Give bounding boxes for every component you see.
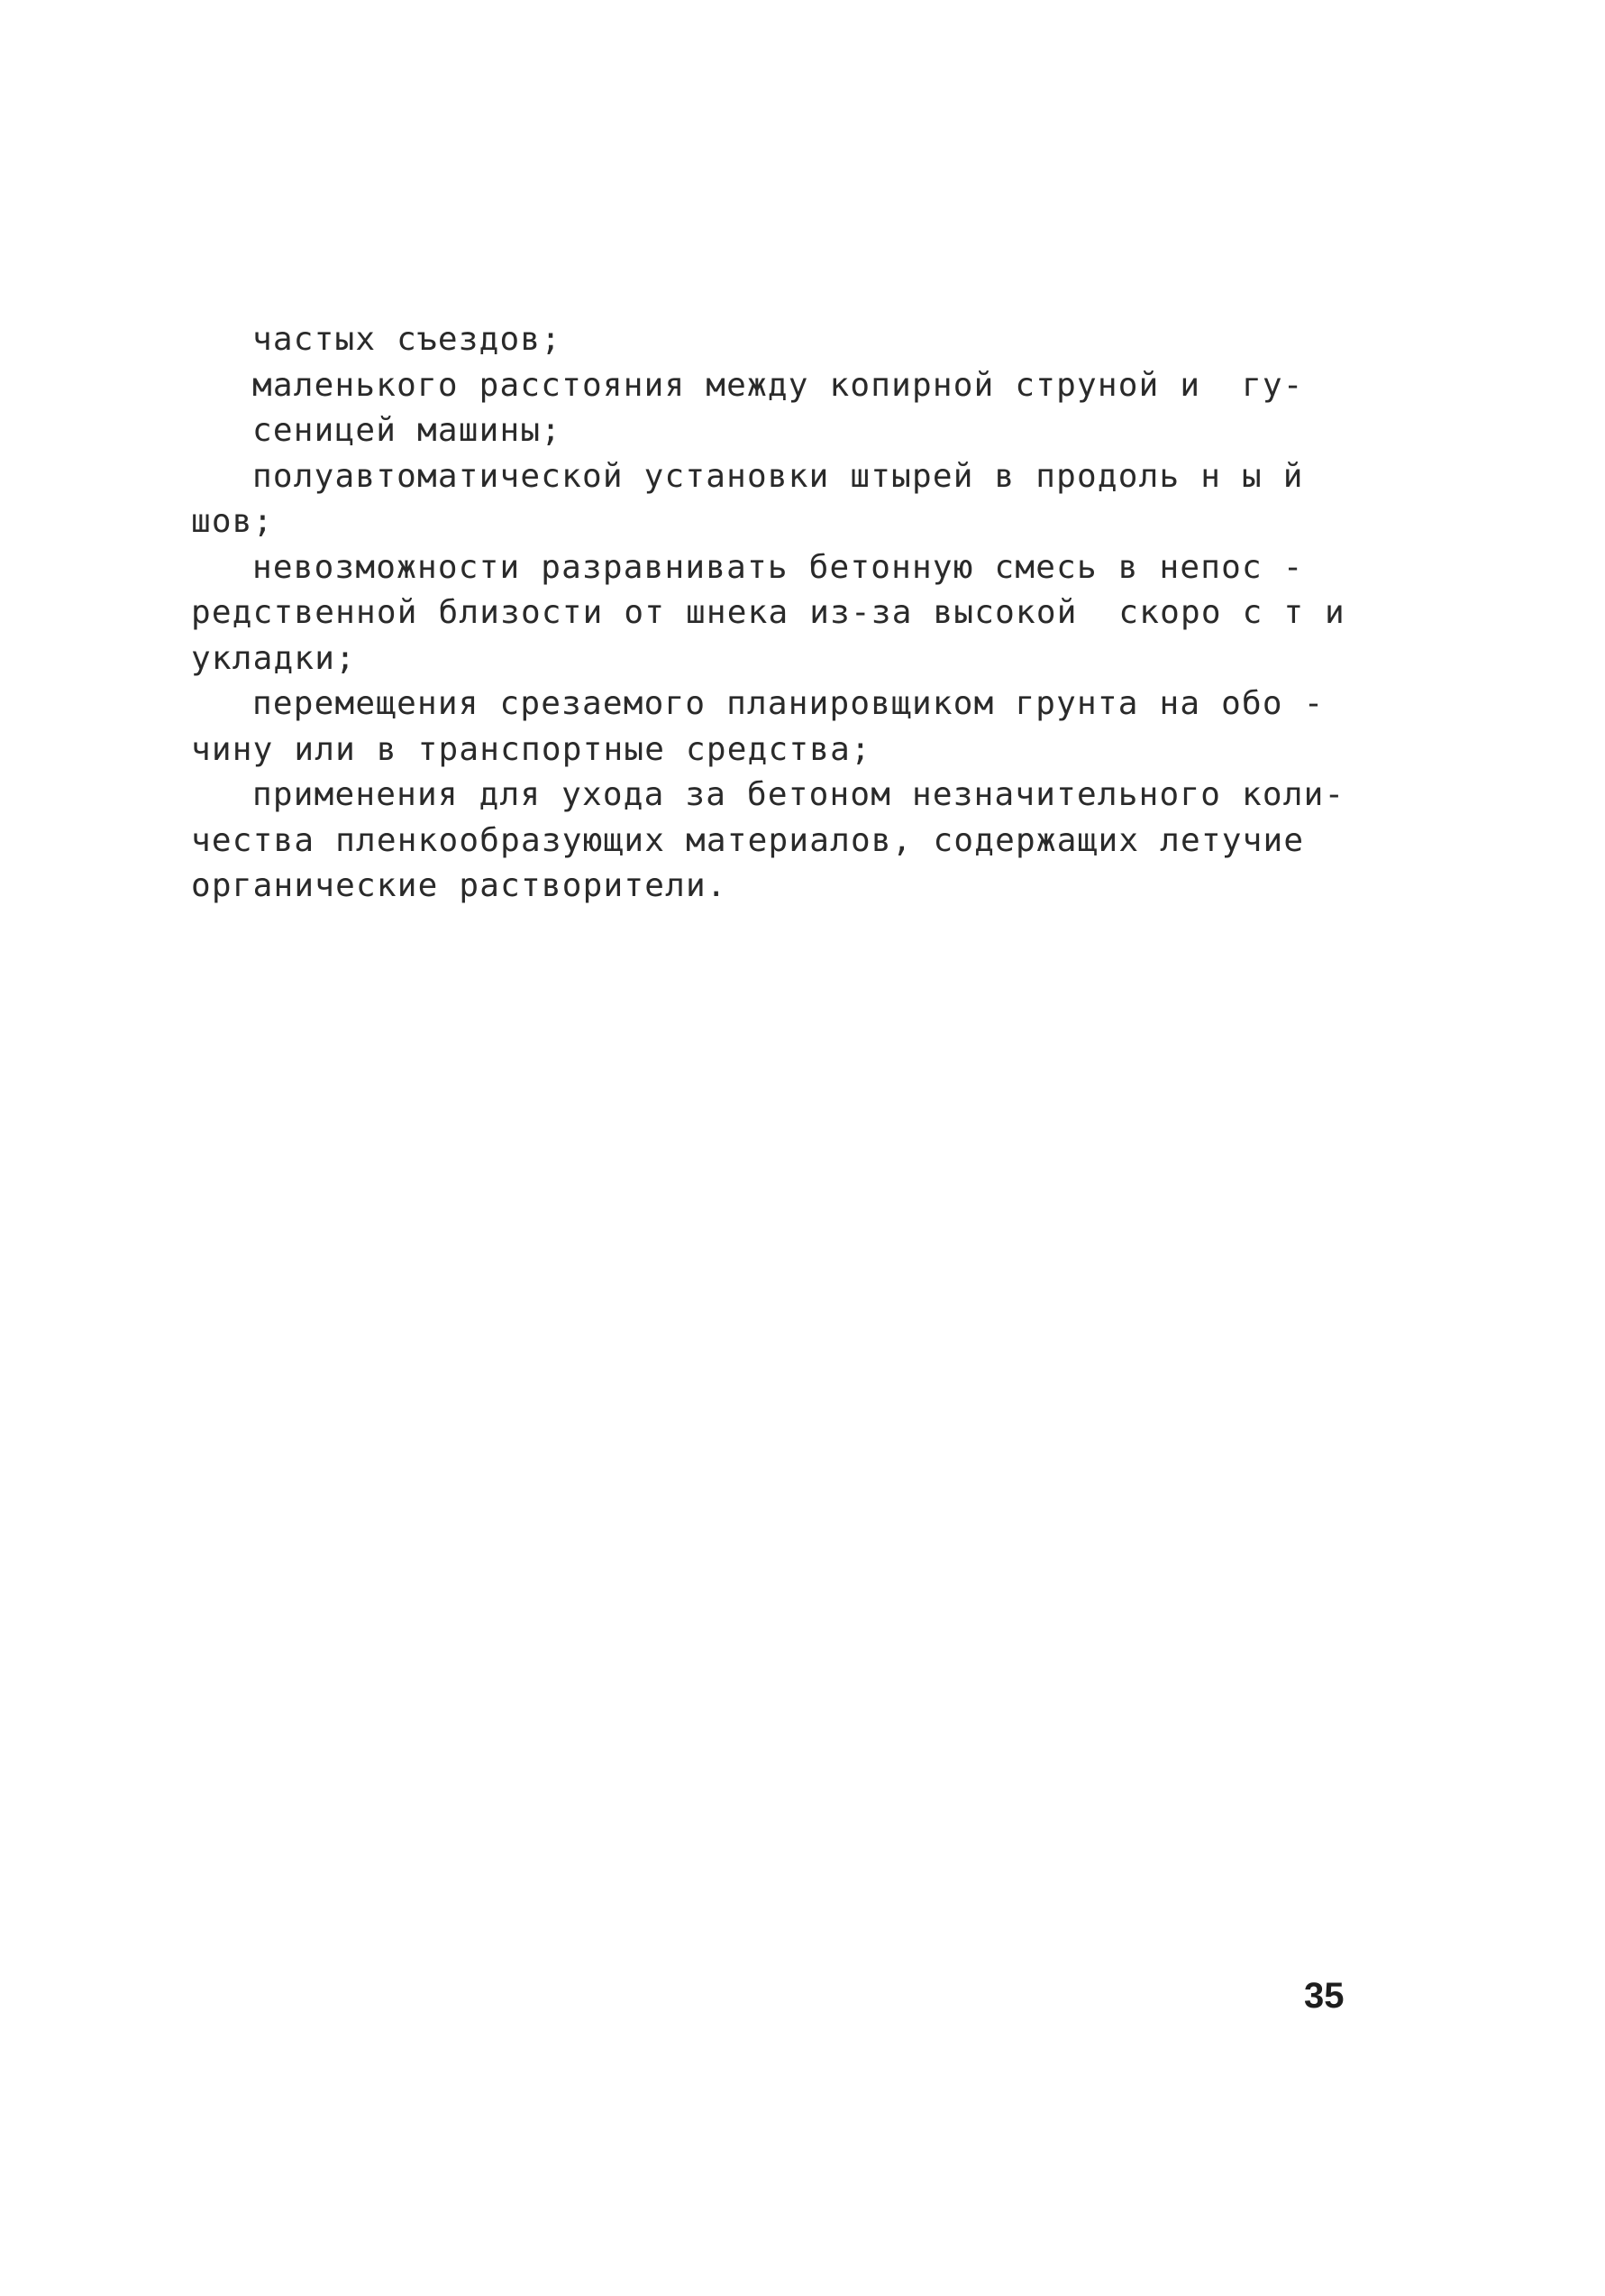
text-line: чества пленкообразующих материалов, содержащих летучие — [191, 821, 1305, 859]
text-line: шов; — [191, 503, 274, 540]
text-line: чину или в транспортные средства; — [191, 730, 871, 768]
text-line: сеницей машины; — [252, 412, 562, 449]
text-line: частых съездов; — [252, 321, 562, 358]
text-line: редственной близости от шнека из-за высокой скоро с т и — [191, 594, 1345, 631]
text-line: невозможности разравнивать бетонную смесь в непос - — [252, 548, 1304, 586]
text-line: применения для ухода за бетоном незначительного коли- — [252, 776, 1345, 813]
text-line: перемещения срезаемого планировщиком грунта на обо - — [252, 685, 1325, 722]
page-number: 35 — [1304, 1976, 1345, 2016]
text-line: укладки; — [191, 639, 356, 677]
body-text — [191, 317, 1363, 910]
text-line: органические растворители. — [191, 867, 727, 904]
text-line: полуавтоматической установки штырей в продоль н ы й — [252, 457, 1304, 495]
text-line: маленького расстояния между копирной струной и гу- — [252, 366, 1304, 404]
